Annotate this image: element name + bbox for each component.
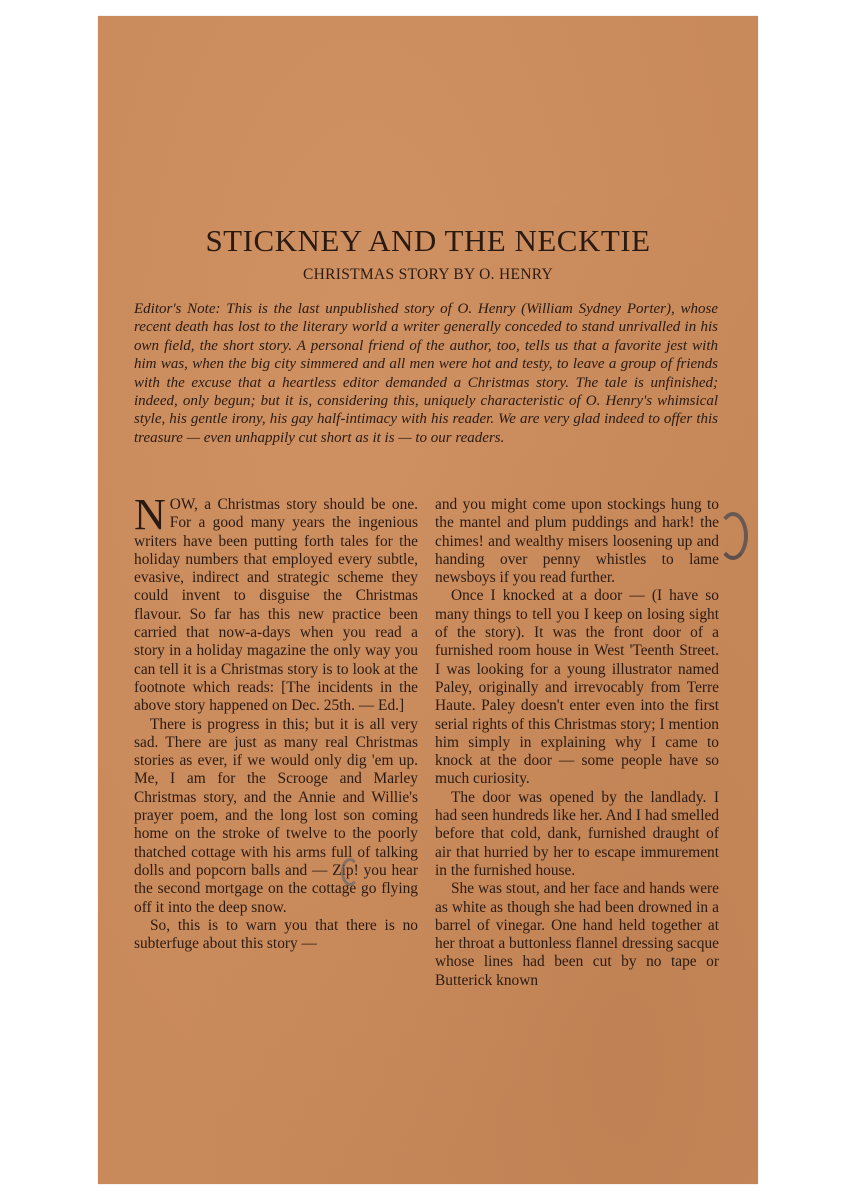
article-title: STICKNEY AND THE NECKTIE: [205, 222, 651, 258]
story-column-left: [134, 490, 418, 953]
story-column-right: [435, 496, 719, 990]
story-paragraph: She was stout, and her face and hands were as white as though she had been drowned in a barrel of vinegar. One hand held together at her throat a buttonless flannel dressing sacque whose lines had been cut by no tape or Butterick known: [435, 880, 719, 989]
editors-note: Editor's Note: This is the last unpublished story of O. Henry (William Sydney Porter), whose recent death has lost to the literary world a writer generally conceded to stand unrivalled in his own field, the short story. A personal friend of the author, too, tells us that a favorite jest with him was, when the big city simmered and all men were hot and testy, to leave a group of friends with the excuse that a heartless editor demanded a Christmas story. The tale is unfinished; indeed, only begun; but it is, considering this, uniquely characteristic of O. Henry's whimsical style, his gentle irony, his gay half-intimacy with his reader. We are very glad indeed to offer this treasure — even unhappily cut short as it is — to our readers.: [134, 301, 718, 446]
magazine-page: [98, 16, 758, 1184]
paper-stain-mark: [718, 512, 748, 560]
story-paragraph: and you might come upon stockings hung to the mantel and plum puddings and hark! the chimes! and wealthy misers loosening up and handing over penny whistles to lame newsboys if you read further.: [435, 496, 719, 587]
drop-cap: N: [134, 490, 166, 539]
article-subtitle: CHRISTMAS STORY BY O. HENRY: [303, 266, 553, 283]
story-paragraph-text: OW, a Christmas story should be one. For a good many years the ingenious writers have been putting forth tales for the holiday numbers that employed every subtle, evasive, indirect and strategic scheme they could invent to disguise the Christmas flavour. So far has this new practice been carried that now-a-days when you read a story in a holiday magazine the only way you can tell it is a Christmas story is to look at the footnote which reads: [The incidents in the above story happened on Dec. 25th. — Ed.]: [134, 496, 418, 715]
story-paragraph: So, this is to warn you that there is no subterfuge about this story —: [134, 916, 418, 953]
story-paragraph: The door was opened by the landlady. I had seen hundreds like her. And I had smelled before that cold, dank, furnished draught of air that hurried by her to escape immurement in the furnished house.: [435, 788, 719, 879]
story-paragraph: There is progress in this; but it is all very sad. There are just as many real Christmas stories as ever, if we would only dig 'em up. Me, I am for the Scrooge and Marley Christmas story, and the Annie and Willie's prayer poem, and the long lost son coming home on the stroke of twelve to the poorly thatched cottage with his arms full of talking dolls and popcorn balls and — Zip! you hear the second mortgage on the cottage go flying off it into the deep snow.: [134, 715, 418, 916]
paper-stain-mark: [341, 858, 359, 886]
story-paragraph: [134, 490, 418, 716]
story-paragraph: Once I knocked at a door — (I have so many things to tell you I keep on losing sight of the story). It was the front door of a furnished room house in West 'Teenth Street. I was looking for a young illustrator named Paley, originally and irrevocably from Terre Haute. Paley doesn't enter even into the first serial rights of this Christmas story; I mention him simply in explaining why I came to knock at the door — some people have so much curiosity.: [435, 587, 719, 788]
